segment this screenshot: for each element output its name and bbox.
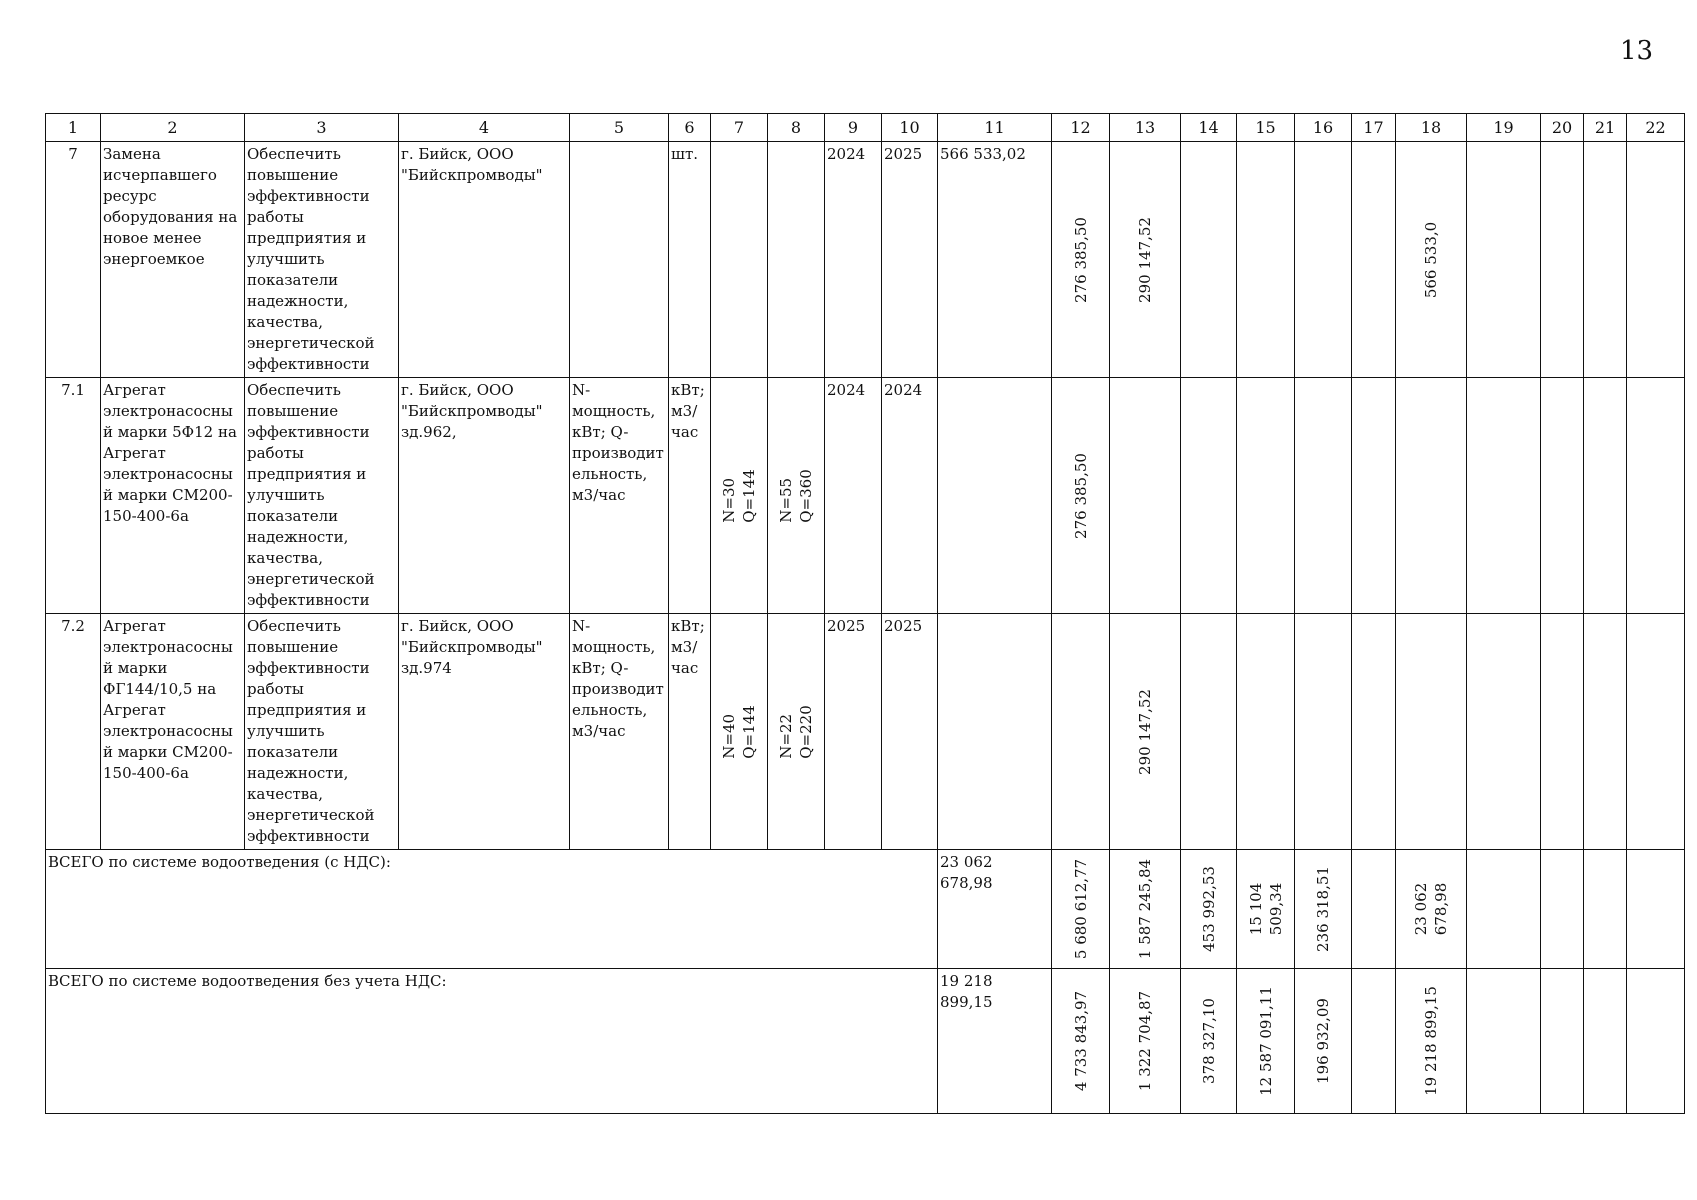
cost-col-14: [1181, 850, 1237, 969]
cost-col-13-value: 1 587 245,84: [1136, 858, 1154, 960]
value-before: [711, 614, 768, 850]
cost-col-22: [1627, 378, 1685, 614]
total-label: ВСЕГО по системе водоотведения без учета НДС:: [46, 969, 938, 1114]
power-value: N=30: [720, 477, 738, 523]
header-row: [46, 114, 1685, 142]
cost-col-18: [1396, 142, 1467, 378]
measure-goal: Обеспечить повышение эффективности работы предприятия и улучшить показатели надежности, качества, энергетической эффективности: [245, 614, 399, 850]
cost-col-19: [1467, 614, 1541, 850]
cost-col-20: [1541, 850, 1584, 969]
value-line: 678,98: [1432, 882, 1450, 936]
cost-col-15-value: 12 587 091,11: [1256, 986, 1275, 1096]
cost-col-19: [1467, 850, 1541, 969]
cost-col-13: [1110, 142, 1181, 378]
cost-col-20: [1541, 614, 1584, 850]
row-number: 7: [46, 142, 101, 378]
measure-unit: кВт; м3/час: [669, 378, 711, 614]
flow-value: Q=220: [797, 704, 815, 759]
cost-col-13: [1110, 378, 1181, 614]
value-after-text: [776, 705, 816, 759]
value-before-text: [719, 705, 759, 759]
total-row: [46, 969, 1685, 1114]
measure-goal: Обеспечить повышение эффективности работы предприятия и улучшить показатели надежности, качества, энергетической эффективности: [245, 378, 399, 614]
end-year: 2024: [882, 378, 938, 614]
end-year: 2025: [882, 614, 938, 850]
cost-col-13: [1110, 969, 1181, 1114]
power-value: N=22: [777, 713, 795, 759]
table-row: [46, 378, 1685, 614]
cost-col-12: [1052, 142, 1110, 378]
total-cost: 566 533,02: [938, 142, 1052, 378]
measure-unit: шт.: [669, 142, 711, 378]
cost-col-13-value: 290 147,52: [1136, 216, 1154, 303]
col-header: 1: [46, 114, 101, 142]
col-header: 7: [711, 114, 768, 142]
cost-col-22: [1627, 142, 1685, 378]
measure-name: Агрегат электронасосный марки ФГ144/10,5 на Агрегат электронасосный марки СМ200-150-400-6а: [101, 614, 245, 850]
value-before: [711, 378, 768, 614]
total-label: ВСЕГО по системе водоотведения (с НДС):: [46, 850, 938, 969]
cost-col-16-value: 236 318,51: [1314, 866, 1332, 952]
measure-parameter: [570, 142, 669, 378]
col-header: 11: [938, 114, 1052, 142]
value-after: [768, 378, 825, 614]
col-header: 10: [882, 114, 938, 142]
cost-col-21: [1584, 969, 1627, 1114]
col-header: 4: [399, 114, 570, 142]
cost-col-15: [1237, 142, 1295, 378]
col-header: 22: [1627, 114, 1685, 142]
col-header: 8: [768, 114, 825, 142]
cost-col-16: [1295, 378, 1352, 614]
cost-col-12-value: 5 680 612,77: [1071, 858, 1090, 960]
value-line: 23 062: [1412, 882, 1430, 936]
cost-col-18: [1396, 378, 1467, 614]
value-after: [768, 614, 825, 850]
value-before-text: [719, 469, 759, 523]
col-header: 2: [101, 114, 245, 142]
end-year: 2025: [882, 142, 938, 378]
cost-col-12: [1052, 969, 1110, 1114]
col-header: 21: [1584, 114, 1627, 142]
cost-col-15: [1237, 969, 1295, 1114]
value-line: 15 104: [1246, 882, 1265, 936]
cost-col-18-value: 19 218 899,15: [1422, 986, 1440, 1096]
measure-location: г. Бийск, ООО "Бийскпромводы" зд.962,: [399, 378, 570, 614]
measure-name: Агрегат электронасосный марки 5Ф12 на Агрегат электронасосный марки СМ200-150-400-6а: [101, 378, 245, 614]
cost-col-17: [1352, 850, 1396, 969]
cost-col-14: [1181, 614, 1237, 850]
measure-location: г. Бийск, ООО "Бийскпромводы" зд.974: [399, 614, 570, 850]
cost-col-12: [1052, 850, 1110, 969]
measure-name: Замена исчерпавшего ресурс оборудования на новое менее энергоемкое: [101, 142, 245, 378]
table-row: [46, 142, 1685, 378]
cost-col-18: [1396, 850, 1467, 969]
cost-col-13-value: 290 147,52: [1136, 688, 1154, 775]
cost-col-17: [1352, 614, 1396, 850]
measure-unit: кВт; м3/час: [669, 614, 711, 850]
cost-col-15: [1237, 850, 1295, 969]
power-value: N=55: [777, 477, 795, 523]
cost-col-18: [1396, 614, 1467, 850]
total-row: [46, 850, 1685, 969]
cost-col-16: [1295, 142, 1352, 378]
col-header: 17: [1352, 114, 1396, 142]
cost-col-19: [1467, 378, 1541, 614]
cost-col-13: [1110, 850, 1181, 969]
cost-col-16-value: 196 932,09: [1314, 998, 1332, 1084]
measure-goal: Обеспечить повышение эффективности работы предприятия и улучшить показатели надежности, качества, энергетической эффективности: [245, 142, 399, 378]
power-value: N=40: [720, 713, 738, 759]
cost-col-19: [1467, 969, 1541, 1114]
total-cost: 19 218 899,15: [938, 969, 1052, 1114]
cost-col-15-value: [1246, 883, 1286, 936]
col-header: 20: [1541, 114, 1584, 142]
cost-col-21: [1584, 850, 1627, 969]
cost-col-12: [1052, 378, 1110, 614]
measure-parameter: N-мощность, кВт; Q-производительность, м3/час: [570, 614, 669, 850]
col-header: 5: [570, 114, 669, 142]
cost-col-13: [1110, 614, 1181, 850]
start-year: 2024: [825, 378, 882, 614]
cost-col-20: [1541, 969, 1584, 1114]
cost-col-18-value: 566 533,0: [1422, 221, 1440, 298]
cost-col-14-value: 453 992,53: [1199, 866, 1218, 952]
value-line: 509,34: [1266, 882, 1285, 936]
col-header: 6: [669, 114, 711, 142]
cost-col-15: [1237, 378, 1295, 614]
flow-value: Q=144: [740, 468, 758, 523]
cost-col-22: [1627, 614, 1685, 850]
start-year: 2025: [825, 614, 882, 850]
col-header: 12: [1052, 114, 1110, 142]
cost-col-18-value: [1411, 883, 1451, 936]
flow-value: Q=144: [740, 704, 758, 759]
cost-col-12-value: 4 733 843,97: [1071, 990, 1090, 1092]
cost-col-13-value: 1 322 704,87: [1136, 990, 1154, 1092]
col-header: 16: [1295, 114, 1352, 142]
cost-col-12: [1052, 614, 1110, 850]
cost-col-22: [1627, 850, 1685, 969]
cost-col-22: [1627, 969, 1685, 1114]
value-before: [711, 142, 768, 378]
cost-col-21: [1584, 378, 1627, 614]
row-number: 7.1: [46, 378, 101, 614]
row-number: 7.2: [46, 614, 101, 850]
col-header: 18: [1396, 114, 1467, 142]
total-cost: [938, 378, 1052, 614]
cost-col-20: [1541, 142, 1584, 378]
cost-col-12-value: 276 385,50: [1071, 216, 1090, 303]
cost-col-19: [1467, 142, 1541, 378]
cost-col-14: [1181, 969, 1237, 1114]
page-number: 13: [1620, 36, 1654, 66]
cost-col-15: [1237, 614, 1295, 850]
cost-col-18: [1396, 969, 1467, 1114]
col-header: 13: [1110, 114, 1181, 142]
cost-col-17: [1352, 969, 1396, 1114]
cost-col-14-value: 378 327,10: [1199, 998, 1218, 1084]
cost-col-17: [1352, 142, 1396, 378]
cost-col-16: [1295, 969, 1352, 1114]
cost-col-16: [1295, 850, 1352, 969]
col-header: 15: [1237, 114, 1295, 142]
cost-col-14: [1181, 378, 1237, 614]
cost-col-17: [1352, 378, 1396, 614]
start-year: 2024: [825, 142, 882, 378]
measure-parameter: N-мощность, кВт; Q-производительность, м3/час: [570, 378, 669, 614]
col-header: 14: [1181, 114, 1237, 142]
measure-location: г. Бийск, ООО "Бийскпромводы": [399, 142, 570, 378]
investment-table: [45, 113, 1685, 1114]
value-after: [768, 142, 825, 378]
cost-col-12-value: 276 385,50: [1071, 452, 1090, 539]
cost-col-21: [1584, 142, 1627, 378]
value-after-text: [776, 469, 816, 523]
cost-col-14: [1181, 142, 1237, 378]
cost-col-20: [1541, 378, 1584, 614]
col-header: 19: [1467, 114, 1541, 142]
flow-value: Q=360: [797, 468, 815, 523]
total-cost: 23 062 678,98: [938, 850, 1052, 969]
cost-col-21: [1584, 614, 1627, 850]
table-row: [46, 614, 1685, 850]
cost-col-16: [1295, 614, 1352, 850]
col-header: 9: [825, 114, 882, 142]
col-header: 3: [245, 114, 399, 142]
total-cost: [938, 614, 1052, 850]
